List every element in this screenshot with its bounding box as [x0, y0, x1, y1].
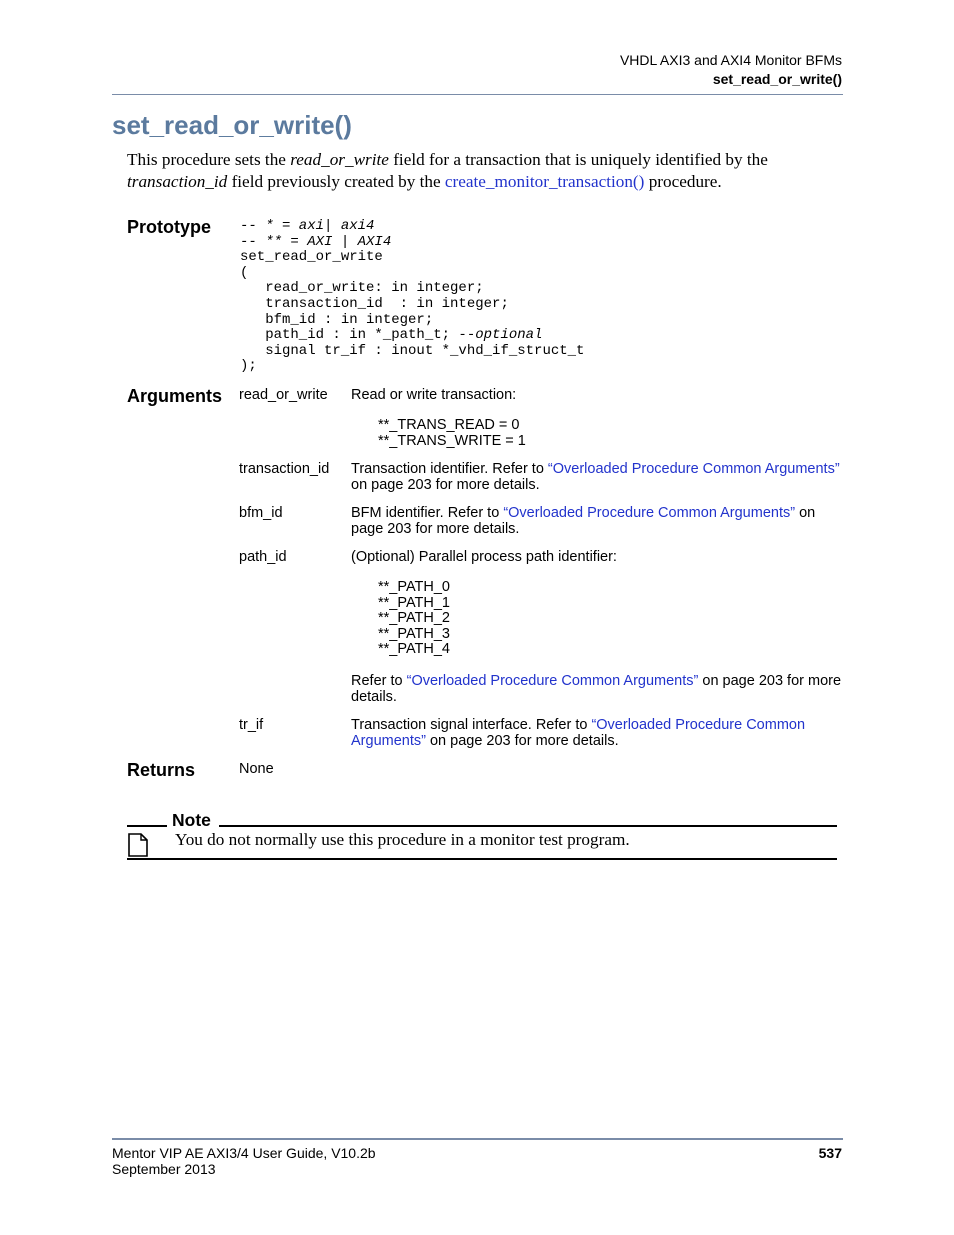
arg-desc-text: BFM identifier. Refer to [351, 505, 504, 521]
arg-desc-text: Transaction signal interface. Refer to [351, 717, 592, 733]
enum-list-path [378, 580, 450, 658]
arg-desc-path-id-refer [351, 673, 843, 705]
arg-desc-text: Refer to [351, 673, 407, 689]
arg-desc-bfm-id [351, 505, 843, 537]
returns-label: Returns [127, 760, 196, 780]
overloaded-args-link[interactable]: “Overloaded Procedure Common Arguments” [503, 505, 796, 521]
arg-desc-text: Transaction identifier. Refer to [351, 461, 548, 477]
overloaded-args-link[interactable]: “Overloaded Procedure Common Arguments” [547, 461, 840, 477]
prototype-code [240, 219, 584, 375]
arg-name-bfm-id: bfm_id [239, 505, 283, 521]
code-line: bfm_id : in integer; [240, 311, 434, 328]
note-text: You do not normally use this procedure in a monitor test program. [175, 830, 630, 849]
enum-value: **_PATH_1 [378, 594, 450, 611]
running-header-section: set_read_or_write() [712, 71, 842, 87]
page-number: 537 [818, 1145, 842, 1161]
create-monitor-transaction-link[interactable]: create_monitor_transaction() [444, 172, 645, 191]
intro-text: field for a transaction that is uniquely identified by the [388, 150, 768, 169]
enum-list-trans [378, 418, 526, 449]
note-rule-right [219, 825, 837, 827]
overloaded-args-link[interactable]: “Overloaded Procedure Common Arguments” [406, 673, 699, 689]
code-line: ( [240, 264, 249, 281]
code-line: path_id : in *_path_t; -- [240, 327, 476, 344]
note-label: Note [172, 810, 211, 830]
enum-value: **_TRANS_READ = 0 [378, 417, 520, 433]
overloaded-args-link[interactable]: “Overloaded Procedure Common Arguments” [351, 717, 806, 749]
arg-name-path-id: path_id [239, 549, 287, 565]
prototype-label: Prototype [127, 217, 212, 237]
code-line: ); [240, 358, 257, 375]
code-line: set_read_or_write [240, 249, 383, 266]
arg-desc-text: on page 203 for more details. [425, 733, 619, 749]
intro-paragraph [127, 149, 843, 193]
arg-desc-tr-if [351, 717, 843, 749]
intro-text: This procedure sets the [127, 150, 291, 169]
footer-rule [112, 1138, 843, 1140]
arguments-label: Arguments [127, 386, 223, 406]
intro-field-read-or-write: read_or_write [290, 150, 389, 169]
arg-desc-text: on page 203 for more details. [351, 505, 816, 537]
enum-value: **_PATH_3 [378, 625, 450, 642]
arg-desc-read-or-write: Read or write transaction: [351, 387, 517, 403]
arg-name-read-or-write: read_or_write [239, 387, 328, 403]
arg-desc-path-id: (Optional) Parallel process path identifier: [351, 549, 617, 565]
code-comment: optional [475, 327, 543, 344]
code-line: transaction_id : in integer; [240, 295, 509, 312]
note-rule-bottom [127, 858, 837, 860]
returns-value: None [239, 761, 274, 777]
code-comment: -- * = axi| axi4 [240, 218, 375, 234]
arg-desc-text: on page 203 for more details. [351, 673, 842, 705]
code-line: signal tr_if : inout *_vhd_if_struct_t [240, 342, 585, 359]
code-line: read_or_write: in integer; [240, 280, 484, 297]
running-header-chapter: VHDL AXI3 and AXI4 Monitor BFMs [619, 52, 842, 68]
enum-value: **_PATH_4 [378, 641, 450, 658]
arg-name-transaction-id: transaction_id [239, 461, 330, 477]
header-rule [112, 94, 843, 95]
page-title: set_read_or_write() [112, 110, 352, 140]
intro-text: field previously created by the [227, 172, 445, 191]
arg-desc-transaction-id [351, 461, 843, 493]
footer-guide-title: Mentor VIP AE AXI3/4 User Guide, V10.2b [112, 1145, 376, 1161]
enum-value: **_PATH_0 [378, 579, 450, 595]
enum-value: **_TRANS_WRITE = 1 [378, 432, 526, 449]
note-page-icon [128, 833, 148, 857]
arg-name-tr-if: tr_if [239, 717, 264, 733]
intro-text: procedure. [644, 172, 722, 191]
enum-value: **_PATH_2 [378, 610, 450, 627]
code-comment: -- ** = AXI | AXI4 [240, 233, 392, 250]
footer-date: September 2013 [112, 1161, 216, 1177]
intro-field-transaction-id: transaction_id [127, 172, 228, 191]
note-rule-left [127, 825, 167, 827]
arg-desc-text: on page 203 for more details. [351, 477, 540, 493]
